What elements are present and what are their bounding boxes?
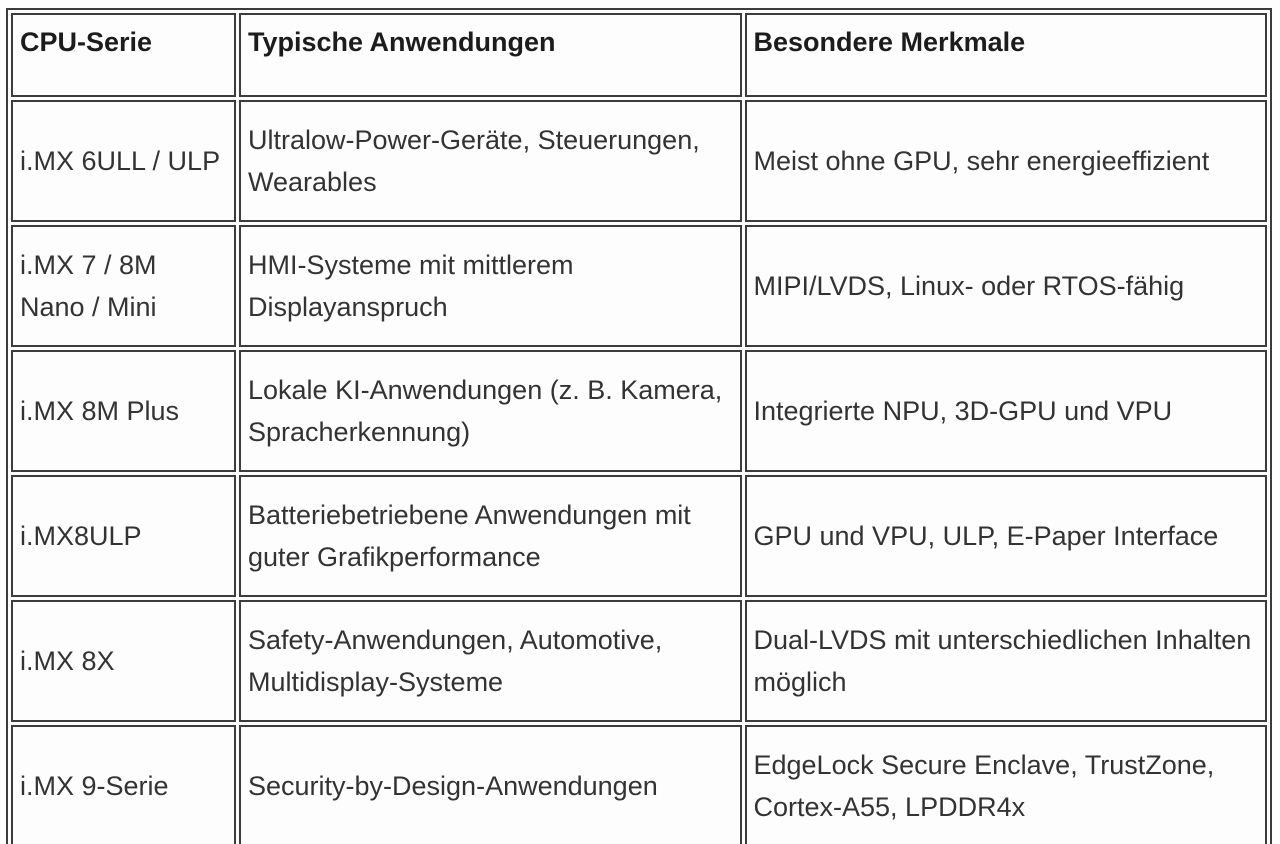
table-row [11,225,1267,347]
cell-typische-anwendungen: Lokale KI-Anwendungen (z. B. Kamera, Spracherkennung) [239,350,742,472]
cell-besondere-merkmale: GPU und VPU, ULP, E-Paper Interface [745,475,1268,597]
cell-typische-anwendungen: Ultralow-Power-Geräte, Steuerungen, Wearables [239,100,742,222]
cell-typische-anwendungen: Security-by-Design-Anwendungen [239,725,742,844]
cell-besondere-merkmale: EdgeLock Secure Enclave, TrustZone, Cortex-A55, LPDDR4x [745,725,1268,844]
table-row [11,475,1267,597]
cell-besondere-merkmale: Dual-LVDS mit unterschiedlichen Inhalten möglich [745,600,1268,722]
table-row [11,600,1267,722]
column-header-cpu-serie: CPU-Serie [11,13,236,97]
table-row [11,100,1267,222]
cell-cpu-serie: i.MX 8M Plus [11,350,236,472]
cell-cpu-serie: i.MX 9-Serie [11,725,236,844]
cell-cpu-serie: i.MX8ULP [11,475,236,597]
cell-besondere-merkmale: Integrierte NPU, 3D-GPU und VPU [745,350,1268,472]
cell-cpu-serie: i.MX 8X [11,600,236,722]
column-header-typische-anwendungen: Typische Anwendungen [239,13,742,97]
column-header-besondere-merkmale: Besondere Merkmale [745,13,1268,97]
cell-typische-anwendungen: Safety-Anwendungen, Automotive, Multidisplay-Systeme [239,600,742,722]
table-row [11,725,1267,844]
cell-cpu-serie: i.MX 6ULL / ULP [11,100,236,222]
cell-typische-anwendungen: HMI-Systeme mit mittlerem Displayanspruch [239,225,742,347]
cell-cpu-serie: i.MX 7 / 8M Nano / Mini [11,225,236,347]
cell-besondere-merkmale: MIPI/LVDS, Linux- oder RTOS-fähig [745,225,1268,347]
cpu-series-table [6,8,1272,844]
cell-besondere-merkmale: Meist ohne GPU, sehr energieeffizient [745,100,1268,222]
table-row [11,350,1267,472]
cell-typische-anwendungen: Batteriebetriebene Anwendungen mit guter Grafikperformance [239,475,742,597]
header-row [11,13,1267,97]
